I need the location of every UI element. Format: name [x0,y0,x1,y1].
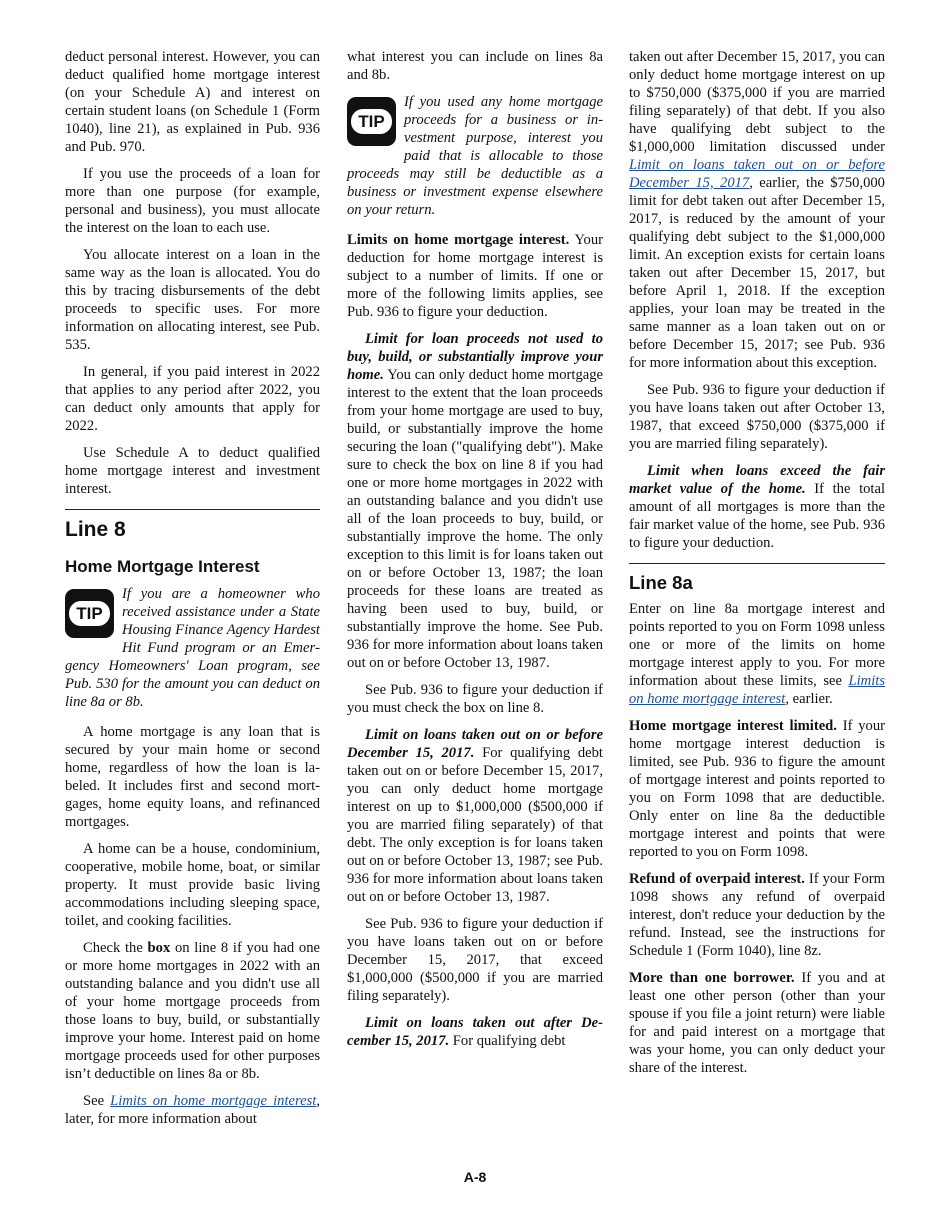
text: You can only deduct home mortgage interest to the extent that the loan proceeds from your home mortgage are used to buy, build, or substantially improve the home securing the loan ("qualifying debt"). Make sure to check the box on line 8 if you had one or more home mortgages in 2022 with an outstanding balance and you didn't use all of the loan proceeds to buy, build, or substantially improve the home. The only exception to this limit is for loans taken out on or before October 13, 1987; the loan proceeds for these loans are treated as having been used to buy, build, or substantially improve the home. See Pub. 936 for more information about loans taken out on or before October 13, 1987. [347,367,603,671]
tip-icon [65,589,114,638]
text: , earlier. [785,691,833,707]
tip-text: If you used any home mortgage proceeds for a business or investment purpose, interest you paid that is allocable to those proceeds may still be deductible as a business or investment expense elsewhere on your return. [347,94,603,218]
run-in-heading: Refund of overpaid interest. [629,871,805,887]
paragraph [629,462,885,552]
paragraph: See Pub. 936 to figure your deduction if you have loans taken out on or before December 15, 2017, that exceed $1,000,000 ($500,000 if you are married filing separately). [347,916,603,1004]
paragraph: A home can be a house, condominium, cooperative, mobile home, boat, or similar property. It must provide basic living accommodations including sleeping space, toilet, and cooking facilities. [65,841,320,929]
link-limits-on-home-mortgage-interest[interactable]: Limits on home mortgage interest [110,1093,317,1109]
run-in-heading: Limit on loans taken out on or before December 15, 2017. [347,727,603,761]
link-limit-on-loans-before-2017[interactable]: Limit on loans taken out on or before December 15, 2017 [629,157,885,191]
paragraph: In general, if you paid interest in 2022 that applies to any period after 2022, you can deduct only amounts that apply for 2022. [65,364,320,434]
paragraph [629,600,885,708]
text: If the total amount of all mortgages is more than the fair market value of the home, see Pub. 936 to figure your deduction. [629,481,886,551]
paragraph [347,1014,603,1050]
run-in-heading: Limits on home mortgage interest. [347,232,570,248]
text: , later, for more information about [65,1093,320,1127]
run-in-heading: Limit for loan proceeds not used to buy, build, or substantially improve your home. [347,331,603,383]
paragraph: You allocate interest on a loan in the same way as the loan is allocated. You do this by tracing disbursements of the debt proceeds to specific uses. For more information on allocating interest, see Pub. 535. [65,247,320,353]
paragraph [629,969,885,1077]
paragraph [347,231,603,321]
run-in-heading: Limit when loans exceed the fair market value of the home. [629,463,885,497]
paragraph: See Pub. 936 to figure your deduction if you must check the box on line 8. [347,682,603,716]
text: Your deduction for home mortgage interest is subject to a number of limits. If one or more of the following limits applies, see Pub. 936 to figure your deduction. [347,232,604,320]
paragraph: A home mortgage is any loan that is secured by your main home or second home, regardless of how the loan is labeled. It includes first and second mortgages, home equity loans, and refinanced mortgages. [65,724,320,830]
paragraph [629,48,885,372]
text: taken out after December 15, 2017, you can only deduct home mortgage interest on up to $750,000 ($375,000 if you are married filing separately) of that debt. If you also have qualifying debt subject to the $1,000,000 limitation discussed under [629,49,885,155]
run-in-heading: More than one borrower. [629,970,795,986]
text: If your home mortgage interest deduction is limited, see Pub. 936 to figure the amount of mortgage interest and points reported to you on Form 1098 that are deductible. Only enter on line 8a the deductible mortgage interest and points that were reported to you on Form 1098. [629,718,885,860]
tip-text: If you are a homeowner who received assistance under a State Housing Finance Agency Hardest Hit Fund program or an Emergency Homeowners' Loan program, see Pub. 530 for the amount you can deduct on line 8a or 8b. [65,586,320,710]
subheading-home-mortgage-interest: Home Mortgage Interest [65,557,260,576]
text: For qualifying debt taken out on or before December 15, 2017, you can only deduct home mortgage interest on up to $1,000,000 ($500,000 if you are married filing separately) of that debt. The only exception is for loans taken out on or before October 13, 1987; see Pub. 936 for more information about loans taken out on or before October 13, 1987. [347,745,603,905]
paragraph [347,726,603,906]
run-in-heading: Limit on loans taken out after December 15, 2017. [347,1015,603,1049]
text: Check the [83,940,148,956]
column-3 [629,48,885,1086]
link-limits-on-home-mortgage-interest[interactable]: Limits on home mortgage interest [629,673,885,707]
paragraph [629,870,885,960]
text: If your Form 1098 shows any refund of overpaid interest, don't reduce your deduction by the refund. Instead, see the instructions for Schedule 1 (Form 1040), line 8z. [629,871,885,959]
text: See [83,1093,111,1109]
page-number: A-8 [463,1169,487,1185]
text: on line 8 if you had one or more home mortgages in 2022 with an outstanding balance and you didn't use all of your home mortgage proceeds from those loans to buy, build, or substantially improve your home. Interest paid on home mortgage proceeds used for other purposes isn’t deductible on lines 8a or 8b. [65,940,320,1082]
section-divider [629,563,885,564]
paragraph [65,1092,320,1128]
paragraph [65,939,320,1083]
paragraph: Use Schedule A to deduct qualified home mortgage interest and investment interest. [65,445,320,497]
paragraph: See Pub. 936 to figure your deduction if you have loans taken out after October 13, 1987, that exceed $750,000 ($375,000 if you are married filing separately). [629,382,885,452]
paragraph: If you use the proceeds of a loan for more than one purpose (for example, personal and business), you must allocate the interest on the loan to each use. [65,166,320,236]
tip-box [347,93,603,219]
section-heading-line-8: Line 8 [65,518,126,541]
text: Enter on line 8a mortgage interest and points reported to you on Form 1098 unless one or more of the limits on home mortgage interest apply to you. For more information about these limits, see [629,601,885,689]
section-heading-line-8a: Line 8a [629,572,693,593]
paragraph [629,717,885,861]
text: For qualifying debt [449,1033,566,1049]
tip-label: TIP [351,109,392,134]
section-divider [65,509,320,510]
bold-text: box [147,940,171,956]
paragraph: deduct personal interest. However, you can deduct qualified home mortgage interest (on your Schedule A) and interest on certain student loans (on Schedule 1 (Form 1040), line 21), as explained in Pub. 936 and Pub. 970. [65,49,320,155]
column-1 [65,48,320,1137]
tip-box [65,585,320,711]
run-in-heading: Home mortgage interest limited. [629,718,837,734]
tip-label: TIP [69,601,110,626]
paragraph: what interest you can include on lines 8a and 8b. [347,49,603,83]
text: If you and at least one other person (other than your spouse if you file a joint return) were liable for and paid interest on a mortgage that was your home, you can only deduct your share of the interest. [629,970,885,1076]
text: , earlier, the $750,000 limit for debt taken out after December 15, 2017, is reduced by the amount of your qualifying debt subject to the $1,000,000 limit. An exception exists for certain loans taken out after December 15, 2017, but before April 1, 2018. If the exception applies, your loan may be treated in the same manner as a loan taken out on or before December 15, 2017; see Pub. 936 for more information about this exception. [629,175,885,371]
column-2 [347,48,603,1059]
tip-icon [347,97,396,146]
paragraph [347,330,603,672]
